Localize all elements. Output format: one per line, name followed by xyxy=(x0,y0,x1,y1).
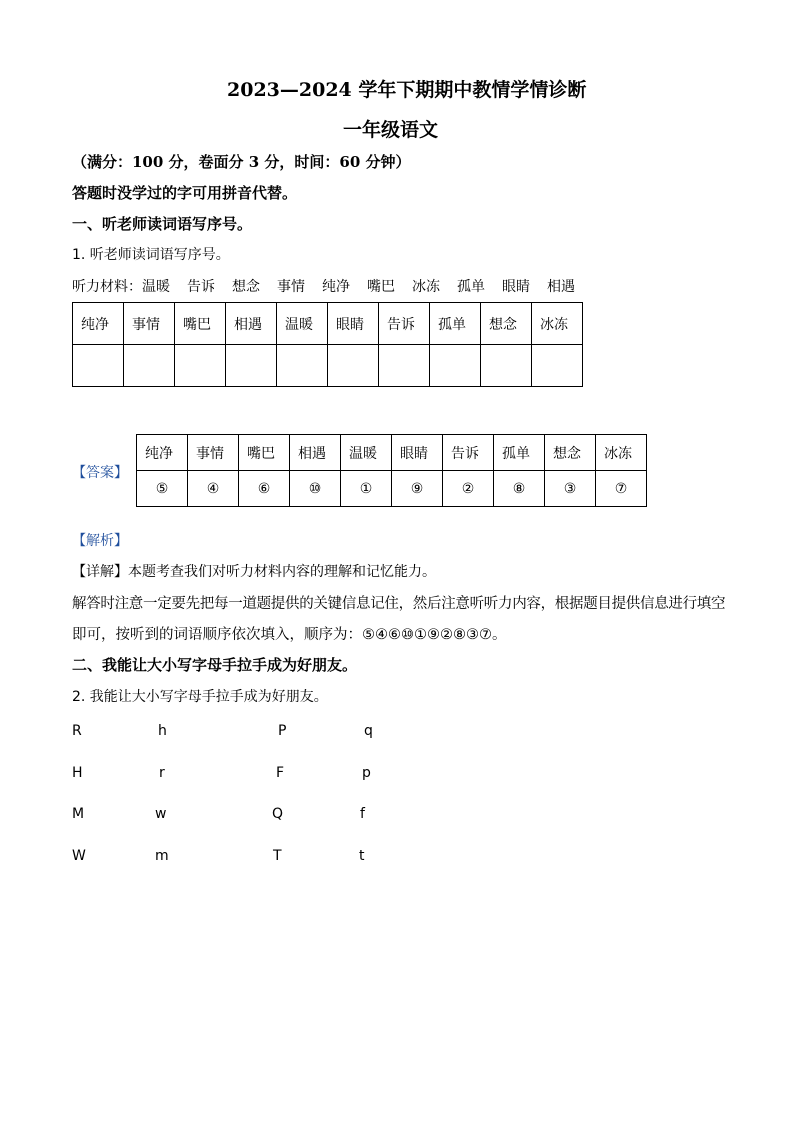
page-title: 2023—2024 学年下期期中教情学情诊断 xyxy=(227,79,587,101)
answer-cell[interactable] xyxy=(226,345,277,387)
material-word: 纯净 xyxy=(322,279,350,295)
detail-label: 【详解】 xyxy=(72,564,128,580)
material-word: 告诉 xyxy=(187,279,215,295)
page-subtitle: 一年级语文 xyxy=(343,119,439,141)
answer-number: ④ xyxy=(188,471,239,507)
material-word: 眼睛 xyxy=(502,279,530,295)
question2-text: 2. 我能让大小写字母手拉手成为好朋友。 xyxy=(72,689,328,705)
letter: R xyxy=(72,723,82,739)
letter: w xyxy=(155,806,167,822)
answer-table xyxy=(136,434,647,507)
answer-word: 告诉 xyxy=(443,435,494,471)
exam-info: （满分：100 分，卷面分 3 分，时间：60 分钟） xyxy=(72,153,411,171)
table-word: 事情 xyxy=(124,303,175,345)
answer-cell[interactable] xyxy=(430,345,481,387)
detail-line xyxy=(72,561,436,581)
table-word: 冰冻 xyxy=(532,303,583,345)
table-word: 纯净 xyxy=(73,303,124,345)
section1-heading: 一、听老师读词语写序号。 xyxy=(72,215,253,233)
answer-number: ⑩ xyxy=(290,471,341,507)
explanation-line-2: 即可，按听到的词语顺序依次填入，顺序为：⑤④⑥⑩①⑨②⑧③⑦。 xyxy=(72,627,507,643)
letter: q xyxy=(364,723,373,739)
table-word: 告诉 xyxy=(379,303,430,345)
answer-word: 孤单 xyxy=(494,435,545,471)
answer-number: ⑧ xyxy=(494,471,545,507)
table-word: 眼睛 xyxy=(328,303,379,345)
letter: f xyxy=(360,806,365,822)
answer-number: ⑨ xyxy=(392,471,443,507)
table-word: 相遇 xyxy=(226,303,277,345)
answer-word: 事情 xyxy=(188,435,239,471)
material-word: 孤单 xyxy=(457,279,485,295)
answer-cell[interactable] xyxy=(175,345,226,387)
answer-cell[interactable] xyxy=(124,345,175,387)
section2-heading: 二、我能让大小写字母手拉手成为好朋友。 xyxy=(72,656,358,674)
table-word: 孤单 xyxy=(430,303,481,345)
answer-word: 嘴巴 xyxy=(239,435,290,471)
answer-number: ① xyxy=(341,471,392,507)
material-word: 相遇 xyxy=(547,279,575,295)
letter: Q xyxy=(272,806,284,822)
answer-number: ⑥ xyxy=(239,471,290,507)
answer-cell[interactable] xyxy=(532,345,583,387)
letter: r xyxy=(159,765,165,781)
material-word: 嘴巴 xyxy=(367,279,395,295)
explanation-line-1: 解答时注意一定要先把每一道题提供的关键信息记住，然后注意听听力内容，根据题目提供信息进行填空 xyxy=(72,596,726,612)
answer-word: 温暖 xyxy=(341,435,392,471)
letter: h xyxy=(158,723,167,739)
answer-cell[interactable] xyxy=(73,345,124,387)
letter: P xyxy=(278,723,287,739)
letter: F xyxy=(276,765,285,781)
question1-text: 1. 听老师读词语写序号。 xyxy=(72,247,230,263)
instruction-text: 答题时没学过的字可用拼音代替。 xyxy=(72,184,298,202)
answer-number: ② xyxy=(443,471,494,507)
answer-cell[interactable] xyxy=(277,345,328,387)
table-word: 温暖 xyxy=(277,303,328,345)
answer-label: 【答案】 xyxy=(72,465,128,481)
answer-word: 相遇 xyxy=(290,435,341,471)
material-word: 想念 xyxy=(232,279,260,295)
answer-cell[interactable] xyxy=(328,345,379,387)
letter: t xyxy=(359,848,365,864)
detail-text: 本题考查我们对听力材料内容的理解和记忆能力。 xyxy=(128,564,436,580)
material-word: 温暖 xyxy=(142,279,170,295)
listening-material xyxy=(72,276,592,296)
answer-word: 纯净 xyxy=(137,435,188,471)
answer-word: 想念 xyxy=(545,435,596,471)
letter: M xyxy=(72,806,85,822)
answer-number: ⑤ xyxy=(137,471,188,507)
analysis-label: 【解析】 xyxy=(72,533,128,549)
answer-number: ③ xyxy=(545,471,596,507)
material-word: 事情 xyxy=(277,279,305,295)
answer-cell[interactable] xyxy=(481,345,532,387)
letter: T xyxy=(273,848,282,864)
answer-number: ⑦ xyxy=(596,471,647,507)
table-word: 想念 xyxy=(481,303,532,345)
answer-word: 冰冻 xyxy=(596,435,647,471)
answer-word: 眼睛 xyxy=(392,435,443,471)
letter: H xyxy=(72,765,83,781)
table-word: 嘴巴 xyxy=(175,303,226,345)
material-word: 冰冻 xyxy=(412,279,440,295)
letter: p xyxy=(362,765,371,781)
answer-cell[interactable] xyxy=(379,345,430,387)
material-label: 听力材料： xyxy=(72,279,142,295)
question-table xyxy=(72,302,583,387)
letter: W xyxy=(72,848,86,864)
letter: m xyxy=(155,848,169,864)
